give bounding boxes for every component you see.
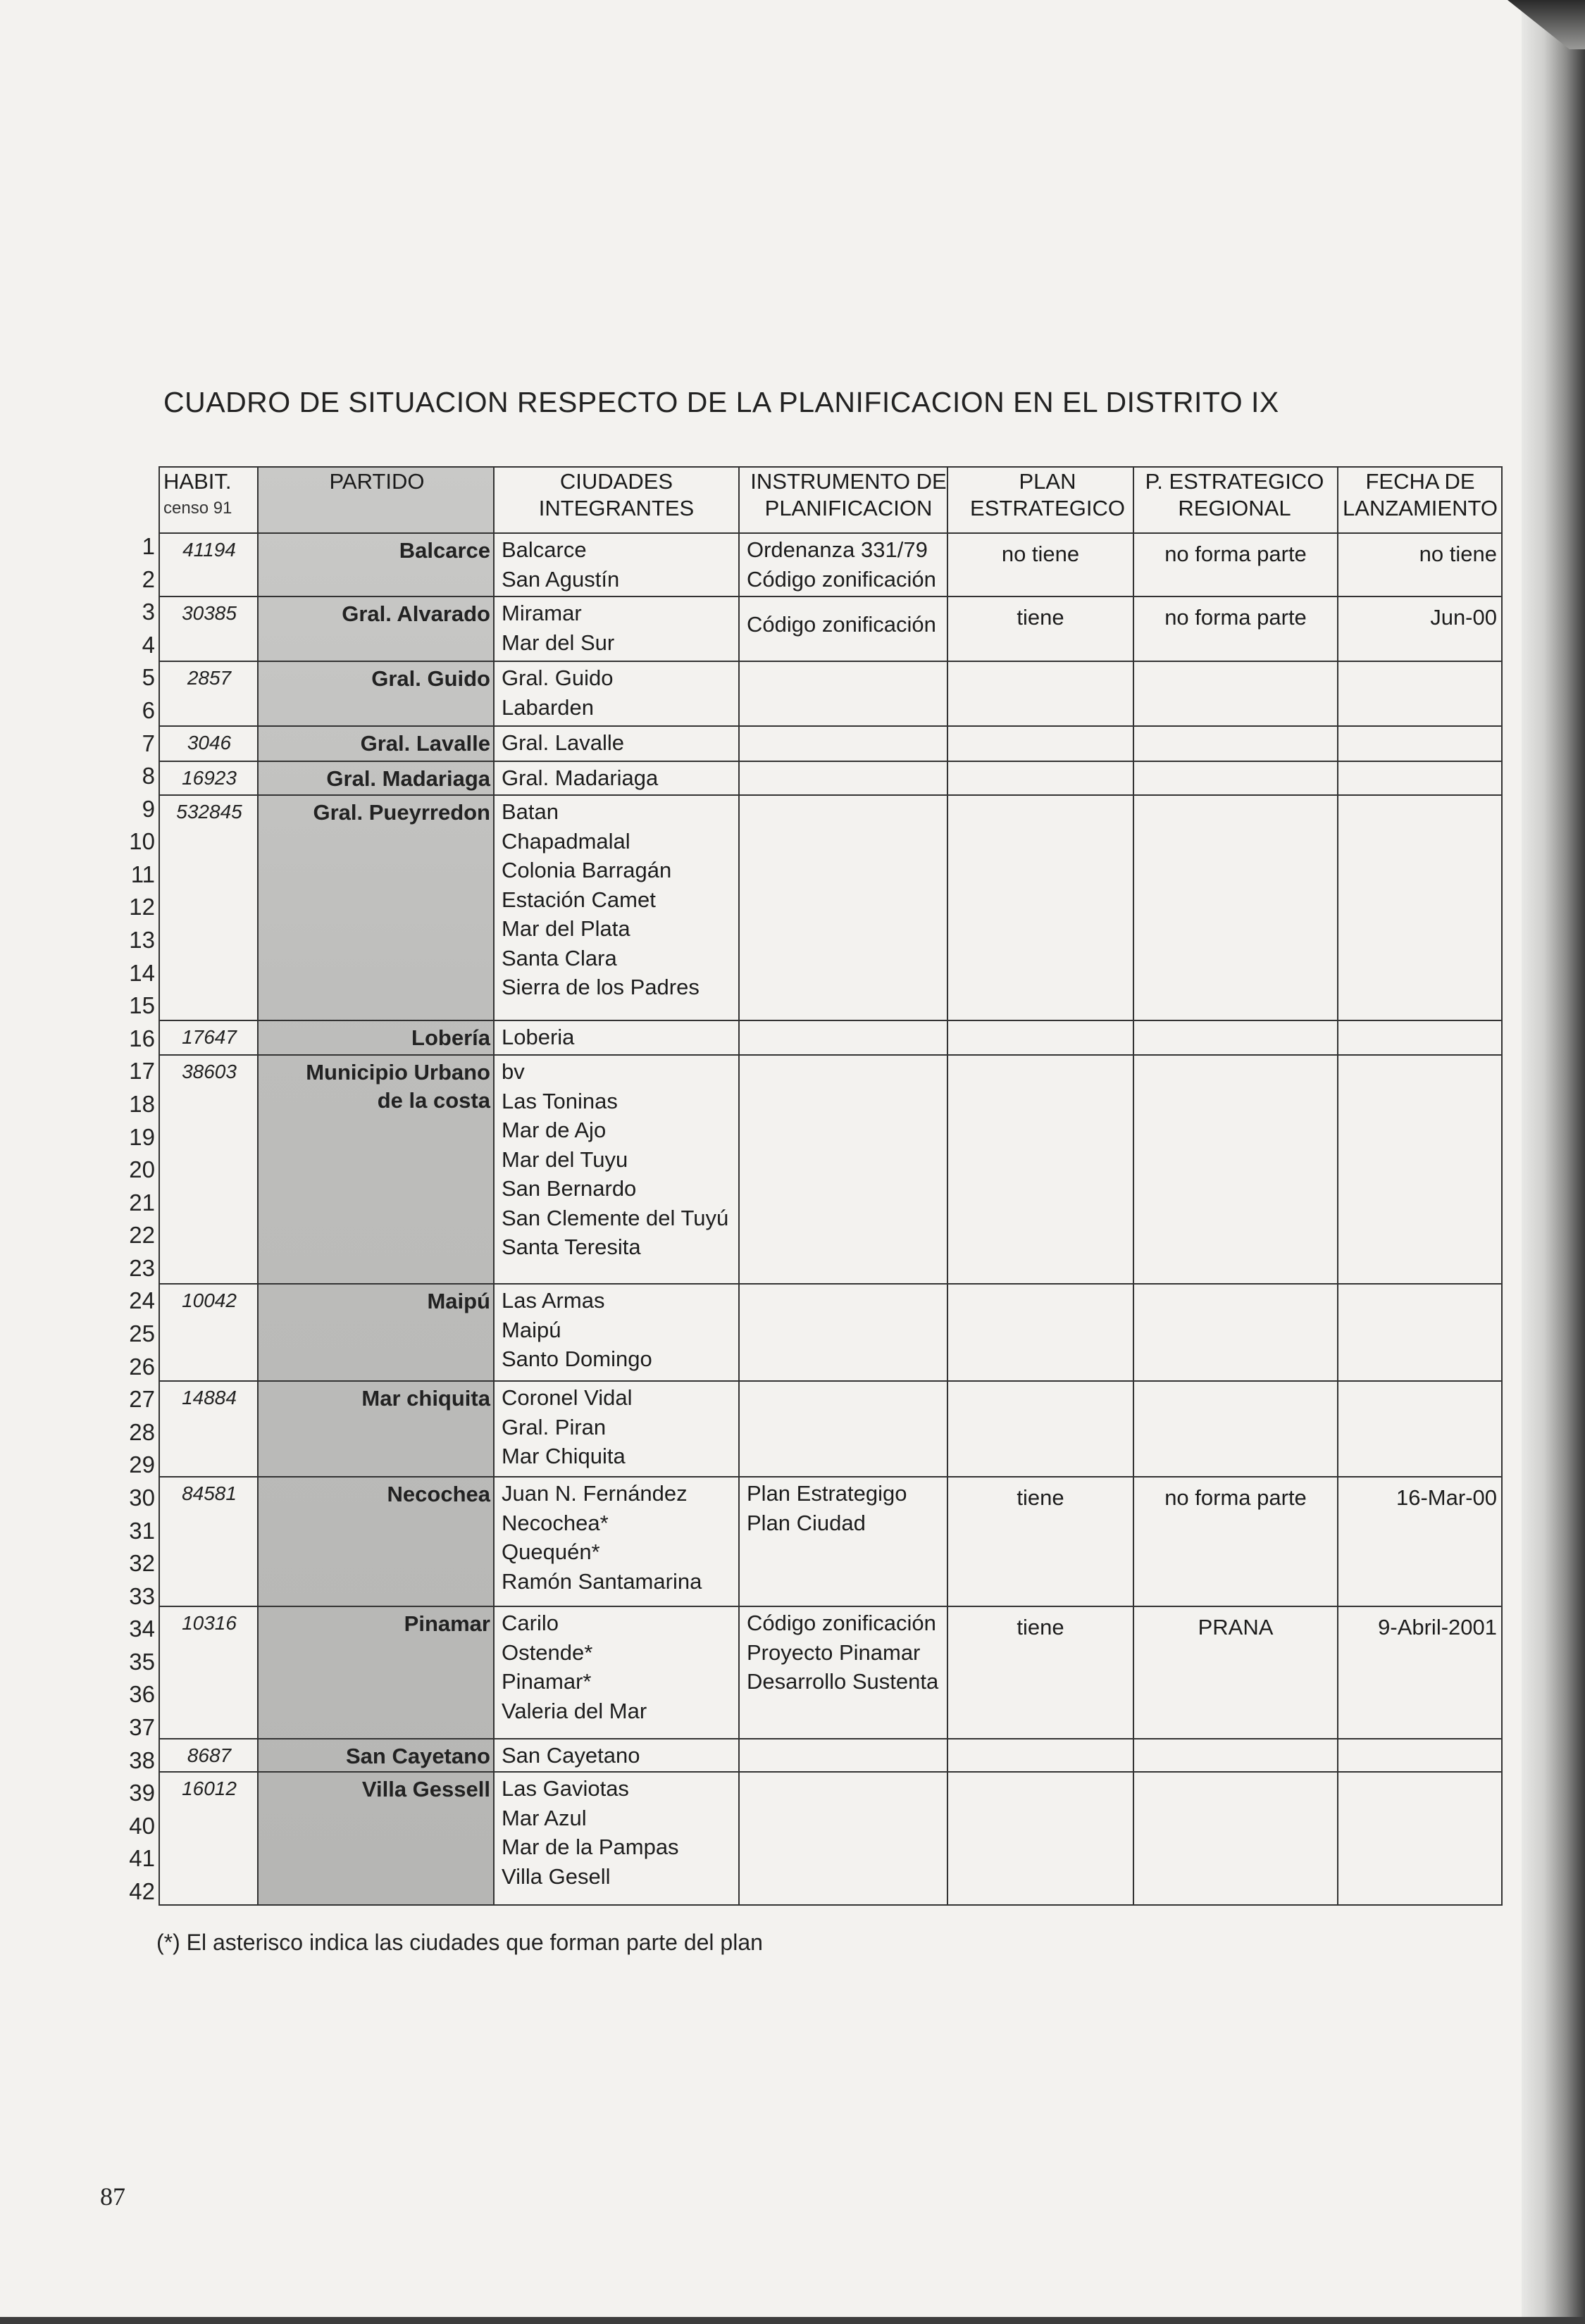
ciudad-item: Balcarce <box>502 537 587 562</box>
ciudades-list <box>502 535 619 594</box>
header-plan <box>959 468 1136 522</box>
plan-estrategico-value: no tiene <box>1001 542 1080 566</box>
ciudad-item: Estación Camet <box>502 887 656 912</box>
ciudad-item: Las Toninas <box>502 1088 618 1113</box>
ciudad-item: Batan <box>502 799 559 824</box>
column-divider <box>738 466 740 1904</box>
p-estrategico-regional-value: no forma parte <box>1164 605 1307 630</box>
row-number: 1 <box>142 533 155 559</box>
partido-name: San Cayetano <box>345 1744 490 1768</box>
ciudad-item: Quequén* <box>502 1539 600 1564</box>
ciudades-list <box>502 1383 633 1471</box>
group-separator <box>158 725 1503 727</box>
header-ciudades-line2: INTEGRANTES <box>538 496 695 520</box>
partido-name-line: Municipio Urbano <box>306 1060 490 1085</box>
plan-estrategico-value: tiene <box>1017 1615 1064 1639</box>
partido-name: Gral. Madariaga <box>326 766 490 791</box>
partido-name-line: de la costa <box>377 1088 490 1113</box>
ciudad-item: Miramar <box>502 601 582 625</box>
ciudad-item: bv <box>502 1059 525 1084</box>
group-separator <box>158 1606 1503 1607</box>
header-p-estrategico <box>1134 468 1335 522</box>
fecha-lanzamiento-value: Jun-00 <box>1430 605 1497 630</box>
instrumento-item: Plan Estrategigo <box>747 1481 907 1506</box>
header-ciudades <box>495 468 738 522</box>
ciudad-item: Juan N. Fernández <box>502 1481 688 1506</box>
instrumento-item: Proyecto Pinamar <box>747 1639 921 1665</box>
fecha-lanzamiento-value: 9-Abril-2001 <box>1378 1615 1497 1639</box>
ciudad-item: Sierra de los Padres <box>502 975 700 999</box>
ciudades-list <box>502 763 658 793</box>
ciudades-list <box>502 1286 652 1374</box>
ciudad-item: San Clemente del Tuyú <box>502 1205 729 1230</box>
ciudad-item: Carilo <box>502 1611 559 1635</box>
row-number: 16 <box>129 1025 155 1051</box>
column-divider <box>493 466 495 1904</box>
fecha-lanzamiento-value: no tiene <box>1419 542 1497 566</box>
habitantes-value: 84581 <box>182 1482 237 1504</box>
ciudad-item: San Bernardo <box>502 1176 637 1201</box>
page-bottom-edge <box>0 2317 1585 2324</box>
row-number: 22 <box>129 1222 155 1249</box>
ciudades-list <box>502 1774 679 1891</box>
instrumento-list <box>747 1608 947 1697</box>
row-number: 8 <box>142 763 155 789</box>
partido-name: Necochea <box>387 1482 490 1506</box>
header-pest-line2: REGIONAL <box>1178 496 1291 520</box>
row-number: 31 <box>129 1517 155 1544</box>
header-fecha <box>1338 468 1502 522</box>
ciudad-item: Labarden <box>502 694 595 720</box>
partido-name: Gral. Guido <box>371 666 490 691</box>
group-separator <box>158 1380 1503 1382</box>
column-divider <box>1337 466 1338 1904</box>
ciudad-item: Pinamar* <box>502 1669 592 1694</box>
partido-name: Gral. Lavalle <box>360 731 490 756</box>
header-habit-sub: censo 91 <box>163 499 232 518</box>
ciudad-item: Mar del Plata <box>502 916 630 941</box>
row-number: 34 <box>129 1616 155 1642</box>
row-number: 12 <box>129 894 155 920</box>
partido-name: Pinamar <box>404 1611 490 1636</box>
page-number: 87 <box>100 2182 125 2211</box>
row-number: 28 <box>129 1418 155 1445</box>
row-number: 39 <box>129 1780 155 1806</box>
row-number: 42 <box>129 1878 155 1904</box>
partido-name: Maipú <box>427 1289 490 1313</box>
group-separator <box>158 1020 1503 1021</box>
row-number: 13 <box>129 927 155 954</box>
group-separator <box>158 1771 1503 1773</box>
header-top-rule <box>158 466 738 468</box>
ciudad-item: Gral. Lavalle <box>502 730 625 755</box>
instrumento-item: Código zonificación <box>747 612 936 637</box>
ciudad-item: Colonia Barragán <box>502 858 672 882</box>
row-number: 27 <box>129 1386 155 1413</box>
group-separator <box>158 661 1503 662</box>
row-number: 29 <box>129 1451 155 1478</box>
ciudad-item: Mar de la Pampas <box>502 1835 679 1859</box>
row-number: 20 <box>129 1156 155 1183</box>
habitantes-value: 3046 <box>187 732 232 754</box>
instrumento-item: Código zonificación <box>747 1611 936 1635</box>
ciudad-item: Ramón Santamarina <box>502 1568 702 1594</box>
row-number: 32 <box>129 1550 155 1577</box>
group-separator <box>158 1738 1503 1739</box>
group-separator <box>158 596 1503 597</box>
habitantes-value: 8687 <box>187 1744 232 1766</box>
habitantes-value: 30385 <box>182 602 237 624</box>
habitantes-value: 16012 <box>182 1778 237 1799</box>
row-number: 15 <box>129 992 155 1019</box>
ciudad-item: Santo Domingo <box>502 1347 652 1371</box>
group-separator <box>158 1476 1503 1478</box>
partido-name: Lobería <box>411 1025 490 1050</box>
ciudades-list <box>502 1479 702 1596</box>
row-number: 26 <box>129 1353 155 1380</box>
row-number: 38 <box>129 1747 155 1773</box>
instrumento-item: Código zonificación <box>747 566 936 592</box>
row-number: 9 <box>142 795 155 822</box>
header-partido: PARTIDO <box>329 469 425 494</box>
group-separator <box>158 761 1503 762</box>
plan-estrategico-value: tiene <box>1017 1485 1064 1510</box>
p-estrategico-regional-value: no forma parte <box>1164 542 1307 566</box>
p-estrategico-regional-value: PRANA <box>1198 1615 1274 1639</box>
group-separator <box>158 1283 1503 1285</box>
instrumento-item: Ordenanza 331/79 <box>747 537 928 562</box>
habitantes-value: 14884 <box>182 1387 237 1408</box>
ciudad-item: Villa Gesell <box>502 1863 611 1889</box>
habitantes-value: 41194 <box>182 539 236 561</box>
partido-name: Gral. Alvarado <box>342 601 490 626</box>
instrumento-item: Desarrollo Sustenta <box>747 1669 939 1694</box>
row-number: 3 <box>142 599 155 625</box>
row-number: 4 <box>142 631 155 658</box>
instrumento-item: Plan Ciudad <box>747 1510 866 1535</box>
row-number: 10 <box>129 828 155 855</box>
partido-name: Balcarce <box>399 538 490 563</box>
ciudades-list <box>502 1057 728 1262</box>
header-ciudades-line1: CIUDADES <box>559 469 673 494</box>
ciudad-item: Ostende* <box>502 1639 593 1665</box>
ciudad-item: Mar de Ajo <box>502 1118 607 1142</box>
instrumento-list <box>747 535 947 594</box>
habitantes-value: 2857 <box>187 667 232 689</box>
header-fecha-line1: FECHA DE <box>1365 469 1475 494</box>
row-number: 24 <box>129 1287 155 1314</box>
row-number: 35 <box>129 1648 155 1675</box>
row-number: 36 <box>129 1681 155 1708</box>
habitantes-value: 16923 <box>182 767 237 789</box>
header-instrumento-line1: INSTRUMENTO DE <box>750 469 947 494</box>
ciudad-item: Las Gaviotas <box>502 1776 629 1801</box>
ciudad-item: Gral. Piran <box>502 1414 607 1439</box>
row-number: 18 <box>129 1090 155 1117</box>
header-plan-line1: PLAN <box>1019 469 1076 494</box>
habitantes-value: 38603 <box>182 1061 237 1082</box>
habitantes-value: 10042 <box>182 1289 237 1311</box>
header-habit-label: HABIT. <box>163 469 232 494</box>
header-instrumento <box>741 468 956 522</box>
header-pest-line1: P. ESTRATEGICO <box>1145 469 1324 494</box>
header-plan-line2: ESTRATEGICO <box>970 496 1125 520</box>
book-spine-shadow <box>1522 0 1585 2324</box>
header-top-rule <box>738 466 1503 468</box>
row-number: 14 <box>129 959 155 986</box>
ciudades-list <box>502 1023 574 1052</box>
row-number: 7 <box>142 730 155 756</box>
ciudad-item: Mar del Tuyu <box>502 1147 628 1172</box>
ciudades-list <box>502 728 624 758</box>
header-fecha-line2: LANZAMIENTO <box>1343 496 1498 520</box>
ciudad-item: Mar del Sur <box>502 630 615 655</box>
ciudad-item: San Agustín <box>502 566 620 592</box>
ciudad-item: Santa Teresita <box>502 1235 641 1259</box>
ciudades-list <box>502 1741 640 1770</box>
row-number: 6 <box>142 696 155 723</box>
ciudades-list <box>502 1608 647 1725</box>
column-divider <box>257 466 259 1904</box>
partido-name <box>261 1058 490 1115</box>
row-number: 19 <box>129 1123 155 1150</box>
row-number: 25 <box>129 1320 155 1347</box>
ciudad-item: San Cayetano <box>502 1743 640 1768</box>
plan-estrategico-value: tiene <box>1017 605 1064 630</box>
row-number: 23 <box>129 1254 155 1281</box>
ciudades-list <box>502 599 614 657</box>
habitantes-value: 17647 <box>182 1026 237 1048</box>
ciudad-item: Mar Azul <box>502 1805 587 1830</box>
habitantes-value: 532845 <box>176 801 242 823</box>
column-divider <box>1133 466 1134 1904</box>
row-number: 21 <box>129 1189 155 1216</box>
ciudad-item: Coronel Vidal <box>502 1385 633 1410</box>
partido-name: Mar chiquita <box>361 1386 490 1411</box>
header-bottom-rule <box>158 532 1503 534</box>
p-estrategico-regional-value: no forma parte <box>1164 1485 1307 1510</box>
row-number: 33 <box>129 1582 155 1609</box>
row-number: 17 <box>129 1058 155 1085</box>
instrumento-list <box>747 1479 947 1537</box>
ciudad-item: Las Armas <box>502 1288 605 1313</box>
row-number: 30 <box>129 1484 155 1511</box>
ciudad-item: Gral. Guido <box>502 666 614 690</box>
page-title: CUADRO DE SITUACION RESPECTO DE LA PLANIFICACION EN EL DISTRITO IX <box>163 386 1279 418</box>
row-number: 2 <box>142 566 155 592</box>
ciudad-item: Santa Clara <box>502 945 617 970</box>
ciudad-item: Necochea* <box>502 1510 609 1535</box>
row-number: 37 <box>129 1714 155 1741</box>
ciudad-item: Chapadmalal <box>502 828 630 854</box>
ciudad-item: Valeria del Mar <box>502 1698 647 1723</box>
habitantes-value: 10316 <box>182 1612 237 1634</box>
ciudad-item: Maipú <box>502 1317 561 1342</box>
group-separator <box>158 1054 1503 1056</box>
ciudades-list <box>502 797 700 1002</box>
ciudad-item: Loberia <box>502 1025 575 1049</box>
row-number: 5 <box>142 664 155 691</box>
ciudad-item: Mar Chiquita <box>502 1444 626 1468</box>
row-number: 41 <box>129 1845 155 1872</box>
instrumento-list <box>747 610 947 639</box>
header-habit <box>163 468 255 522</box>
row-number: 11 <box>130 861 155 887</box>
ciudades-list <box>502 663 614 722</box>
group-separator <box>158 794 1503 796</box>
row-number: 40 <box>129 1812 155 1839</box>
fecha-lanzamiento-value: 16-Mar-00 <box>1396 1485 1497 1510</box>
partido-name: Gral. Pueyrredon <box>313 800 490 825</box>
partido-name: Villa Gessell <box>361 1777 490 1801</box>
header-instrumento-line2: PLANIFICACION <box>764 496 933 520</box>
footnote: (*) El asterisco indica las ciudades que forman parte del plan <box>156 1930 763 1955</box>
ciudad-item: Gral. Madariaga <box>502 766 659 790</box>
